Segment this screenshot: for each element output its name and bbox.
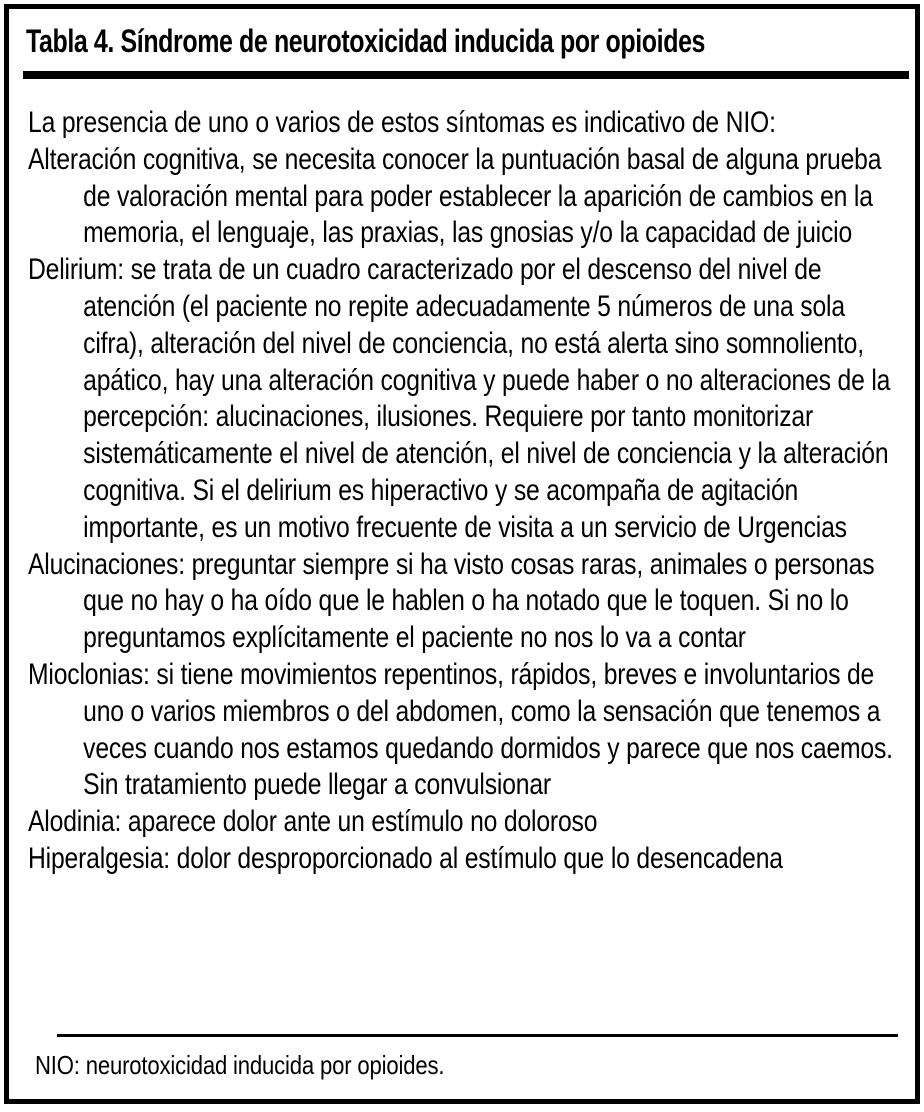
symptom-alteracion-cognitiva: Alteración cognitiva, se necesita conocer la puntuación basal de alguna prueba de valoración mental para poder establecer la aparición de cambios en la memoria, el lenguaje, las praxias, las gnosias y/o la capacidad de juicio — [28, 142, 882, 250]
table-body — [28, 105, 915, 1033]
table-frame — [4, 4, 920, 1104]
table-body-text — [28, 105, 895, 878]
symptom-delirium: Delirium: se trata de un cuadro caracterizado por el descenso del nivel de atención (el paciente no repite adecuadamente 5 números de una sola cifra), alteración del nivel de conciencia, no está alerta sino somnoliento, apático, hay una alteración cognitiva y puede haber o no alteraciones de la percepción: alucinaciones, ilusiones. Requiere por tanto monitorizar sistemáticamente el nivel de atención, el nivel de conciencia y la alteración cognitiva. Si el delirium es hiperactivo y se acompaña de agitación importante, es un motivo frecuente de visita a un servicio de Urgencias — [28, 253, 891, 544]
symptom-alucinaciones: Alucinaciones: preguntar siempre si ha visto cosas raras, animales o personas que no hay o ha oído que le hablen o ha notado que le toquen. Si no lo preguntamos explícitamente el paciente no nos lo va a contar — [28, 547, 875, 655]
intro-line: La presencia de uno o varios de estos síntomas es indicativo de NIO: — [28, 106, 776, 139]
symptom-mioclonias: Mioclonias: si tiene movimientos repentinos, rápidos, breves e involuntarios de uno o varios miembros o del abdomen, como la sensación que tenemos a veces cuando nos estamos quedando dormidos y parece que nos caemos. Sin tratamiento puede llegar a convulsionar — [28, 657, 893, 802]
footnote: NIO: neurotoxicidad inducida por opioides. — [35, 1050, 445, 1080]
title-divider — [23, 71, 909, 79]
footnote-divider — [57, 1034, 898, 1037]
symptom-hiperalgesia: Hiperalgesia: dolor desproporcionado al estímulo que lo desencadena — [28, 841, 783, 875]
table-footer — [9, 1034, 915, 1099]
symptom-alodinia: Alodinia: aparece dolor ante un estímulo no doloroso — [28, 805, 598, 839]
table-title: Tabla 4. Síndrome de neurotoxicidad inducida por opioides — [26, 23, 706, 59]
